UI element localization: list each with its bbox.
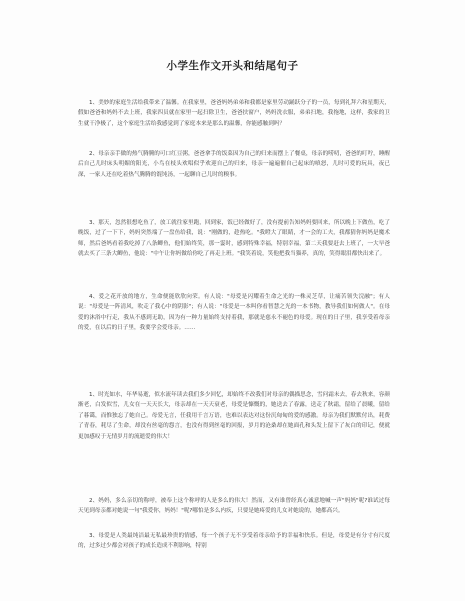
paragraph-3: 3、那天，忽然很想吃鱼了，放工就往家里跑，回到家，饭已经做好了，没有提前告知妈妈要回来，所以晚上下做鱼，吃了晚饭，过了一下下，妈妈突然端了一盘鱼给我，说："刚做的，趁热吃。"我瞪大了眼睛，才一会的工夫，我都猜你妈妈是魔术师，然后爸妈看着我吃掉了八条鲫鱼，他们始终笑，那一霎时，感到特殊幸福，特别幸福，第二天我要赶去上班了，一大早爸就去买了三条大鲫鱼，他说："中午让你妈做给你吃了再走上班。"我笑着说，笑他把我当猫养，真的，笑得眼泪都快出来了。	[78, 220, 390, 258]
paragraph-2: 2、母亲亲手做的热气腾腾的可口红豆粥，爸爸拿手的饭菜因为自己的归来而摆上了餐桌，母亲的唠叨，爸爸的叮咛，睡醒后自己儿时床头明媚的阳光，小鸟在枝头欢唱似乎欢迎自己的归来，母亲一遍遍催自己起床的嗔怒，儿时可爱的玩具，夜已深，一家人还在吃着热气腾腾的馄饨汤，一起聊自己儿时的糗事。	[78, 151, 390, 178]
ending-paragraph-1: 1、时光如水，年华易逝，似水流年读去我们多少回忆，却始终不改我们对母亲的偶描思念，雪问霜未去，春去秋来，容颜渐老，白发似雪，儿女在一天天长大，母亲却在一天天衰老，母爱是慷慨的，她送去了春露，送走了秋霜，留给了晨曦，留给了暮霭，而惟独忘了她自己。母爱无言，任我用千言万语，也难以表达对这份沉甸甸的爱的感激。母亲为我们默默付出，耗费了青春，耗尽了生命，却没有丝毫的怨言，也没有得到丝毫的回报，岁月的沧桑却在她面孔和头发上留下了灰白的印记，便就更加感叹于无情岁月的流逝爱的伟大！	[78, 392, 390, 440]
paragraph-4: 4、爱之花开放的地方，生命便能欣欣向荣。有人说："母爱是闪耀着生命之光的一株灵芝草，让痛苦领失浣融"；有人说："母爱是一阵清风，吹走了我心中的阴影"；有人说："母爱是一本叫你看智慧之光的一本书物，教导我们如何做人"。在母爱的沐浴中行走，我从不感到无助，因为有一种力量始终支持着我，那就是慈永不褪色的母爱。现在的日子里，我享受着母亲的爱，在以后的日子里，我要学会爱母亲。……	[78, 294, 390, 332]
paragraph-1: 1、美妙的家庭生活给我带来了温馨。在我家里，爸爸妈妈弟弟和我都是家里劳动踊跃分子的一员，每到礼拜六和星期天，假如爸爸和妈妈不去上班，我家四员就在家里一起扫除卫生，爸爸扶窗户，妈妈洗衣服，弟弟扫地，我拖地，这样，我家的卫生就干净极了，这个家庭生活给我感觉到了家庭本来是那么的温馨，你能感触到吗？	[78, 100, 390, 127]
ending-paragraph-3: 3、母爱是人类最纯洁最无私最珍贵的情感，每一个孩子无不享受着母亲给予的幸福和快乐。但是，母爱是有分寸有尺度的，过多过少都会对孩子的成长造成不利影响，特别	[78, 533, 390, 550]
document-title: 小学生作文开头和结尾句子	[166, 60, 299, 72]
ending-paragraph-2: 2、妈妈，多么亲切的称呼，被奉上这个称呼的人是多么的伟大！然而，又有谁曾经真心诚意地喊一声"妈妈"呢?谁试过每天见到母亲都对她说一句"我爱你，妈妈！"呢?哪怕是多么内疚，只要是她疼爱的儿女对她说的，她都高兴。	[78, 498, 390, 515]
